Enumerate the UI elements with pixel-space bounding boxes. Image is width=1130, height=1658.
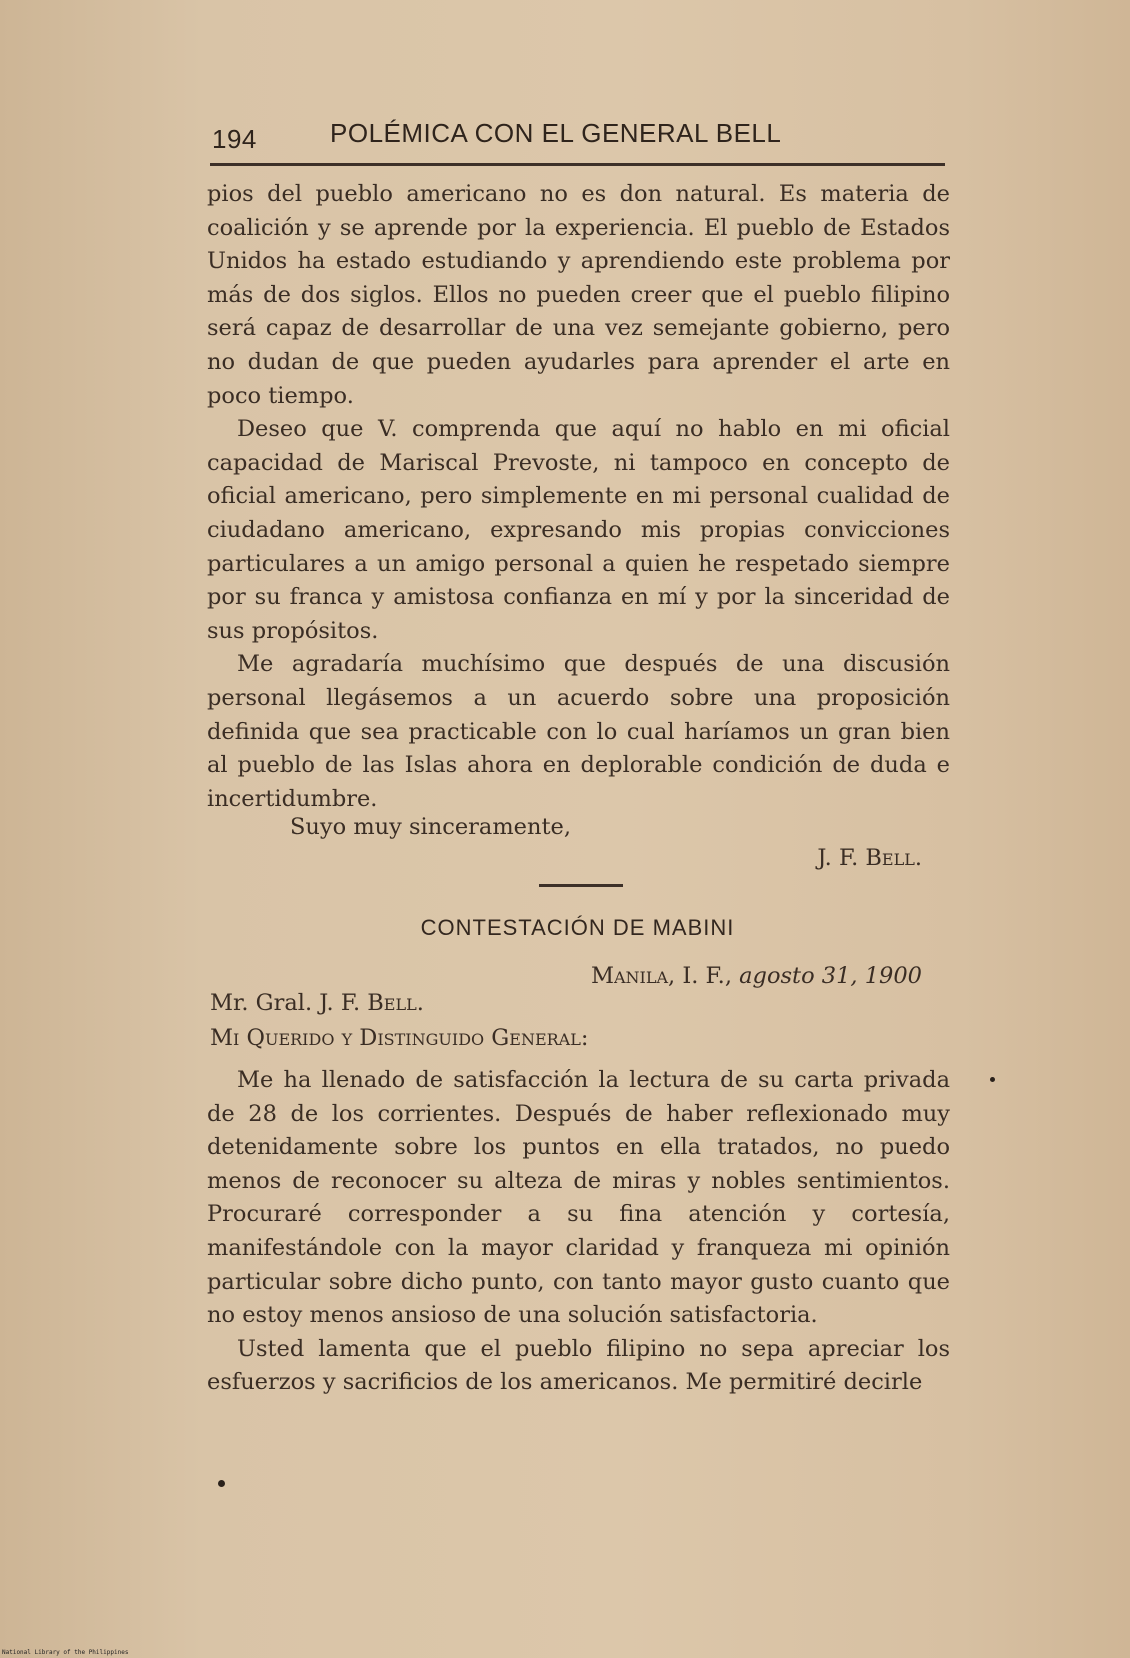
running-header bbox=[210, 118, 945, 158]
ink-speck bbox=[990, 1077, 995, 1082]
paragraph: Deseo que V. comprenda que aquí no hablo en mi oficial capacidad de Mariscal Prevoste, ni tampoco en concepto de oficial americano, pero simplemente en mi personal cualidad de ciudadano americano, expresando mis propias convicciones particulares a un amigo personal a quien he respetado siempre por su franca y amistosa confianza en mí y por la sinceridad de sus propósitos. bbox=[207, 416, 950, 644]
dateline-place: Manila, I. F., bbox=[590, 963, 732, 989]
section-title: CONTESTACIÓN DE MABINI bbox=[420, 915, 735, 940]
paragraph: Usted lamenta que el pueblo filipino no sepa apreciar los esfuerzos y sacrificios de los americanos. Me permitiré decirle bbox=[207, 1335, 950, 1396]
letter-body bbox=[207, 178, 950, 816]
paragraph: Me agradaría muchísimo que después de una discusión personal llegásemos a un acuerdo sobre una proposición definida que sea practicable con lo cual haríamos un gran bien al pueblo de las Islas ahora en deplorable condición de duda e incertidumbre. bbox=[207, 651, 950, 812]
addressee-name: Bell. bbox=[367, 990, 424, 1016]
salutation: Mi Querido y Distinguido General: bbox=[210, 1025, 589, 1051]
addressee bbox=[210, 990, 424, 1016]
ink-speck bbox=[218, 1480, 225, 1487]
dateline-date: agosto 31, 1900 bbox=[739, 963, 922, 989]
paragraph: pios del pueblo americano no es don natural. Es materia de coalición y se aprende por la experiencia. El pueblo de Estados Unidos ha estado estudiando y aprendiendo este problema por más de dos siglos. Ellos no pueden creer que el pueblo filipino será capaz de desarrollar de una vez semejante gobierno, pero no dudan de que pueden ayudarles para aprender el arte en poco tiempo. bbox=[207, 181, 950, 409]
page-number: 194 bbox=[212, 124, 257, 154]
signature: J. F. Bell. bbox=[817, 845, 922, 871]
reply-body bbox=[207, 1064, 950, 1400]
library-credit: National Library of the Philippines bbox=[2, 1649, 129, 1656]
addressee-prefix: Mr. Gral. J. F. bbox=[210, 990, 361, 1016]
paragraph: Me ha llenado de satisfacción la lectura de su carta privada de 28 de los corrientes. Después de haber reflexionado muy detenidamente sobre los puntos en ella tratados, no puedo menos de reconocer su alteza de miras y nobles sentimientos. Procuraré corresponder a su fina atención y cortesía, manifestándole con la mayor claridad y franqueza mi opinión particular sobre dicho punto, con tanto mayor gusto cuanto que no estoy menos ansioso de una solución satisfactoria. bbox=[207, 1067, 950, 1329]
section-divider bbox=[539, 884, 623, 887]
letter-closing: Suyo muy sinceramente, bbox=[290, 814, 571, 840]
running-title: POLÉMICA CON EL GENERAL BELL bbox=[330, 118, 782, 148]
dateline bbox=[591, 963, 922, 989]
header-rule bbox=[210, 163, 945, 166]
